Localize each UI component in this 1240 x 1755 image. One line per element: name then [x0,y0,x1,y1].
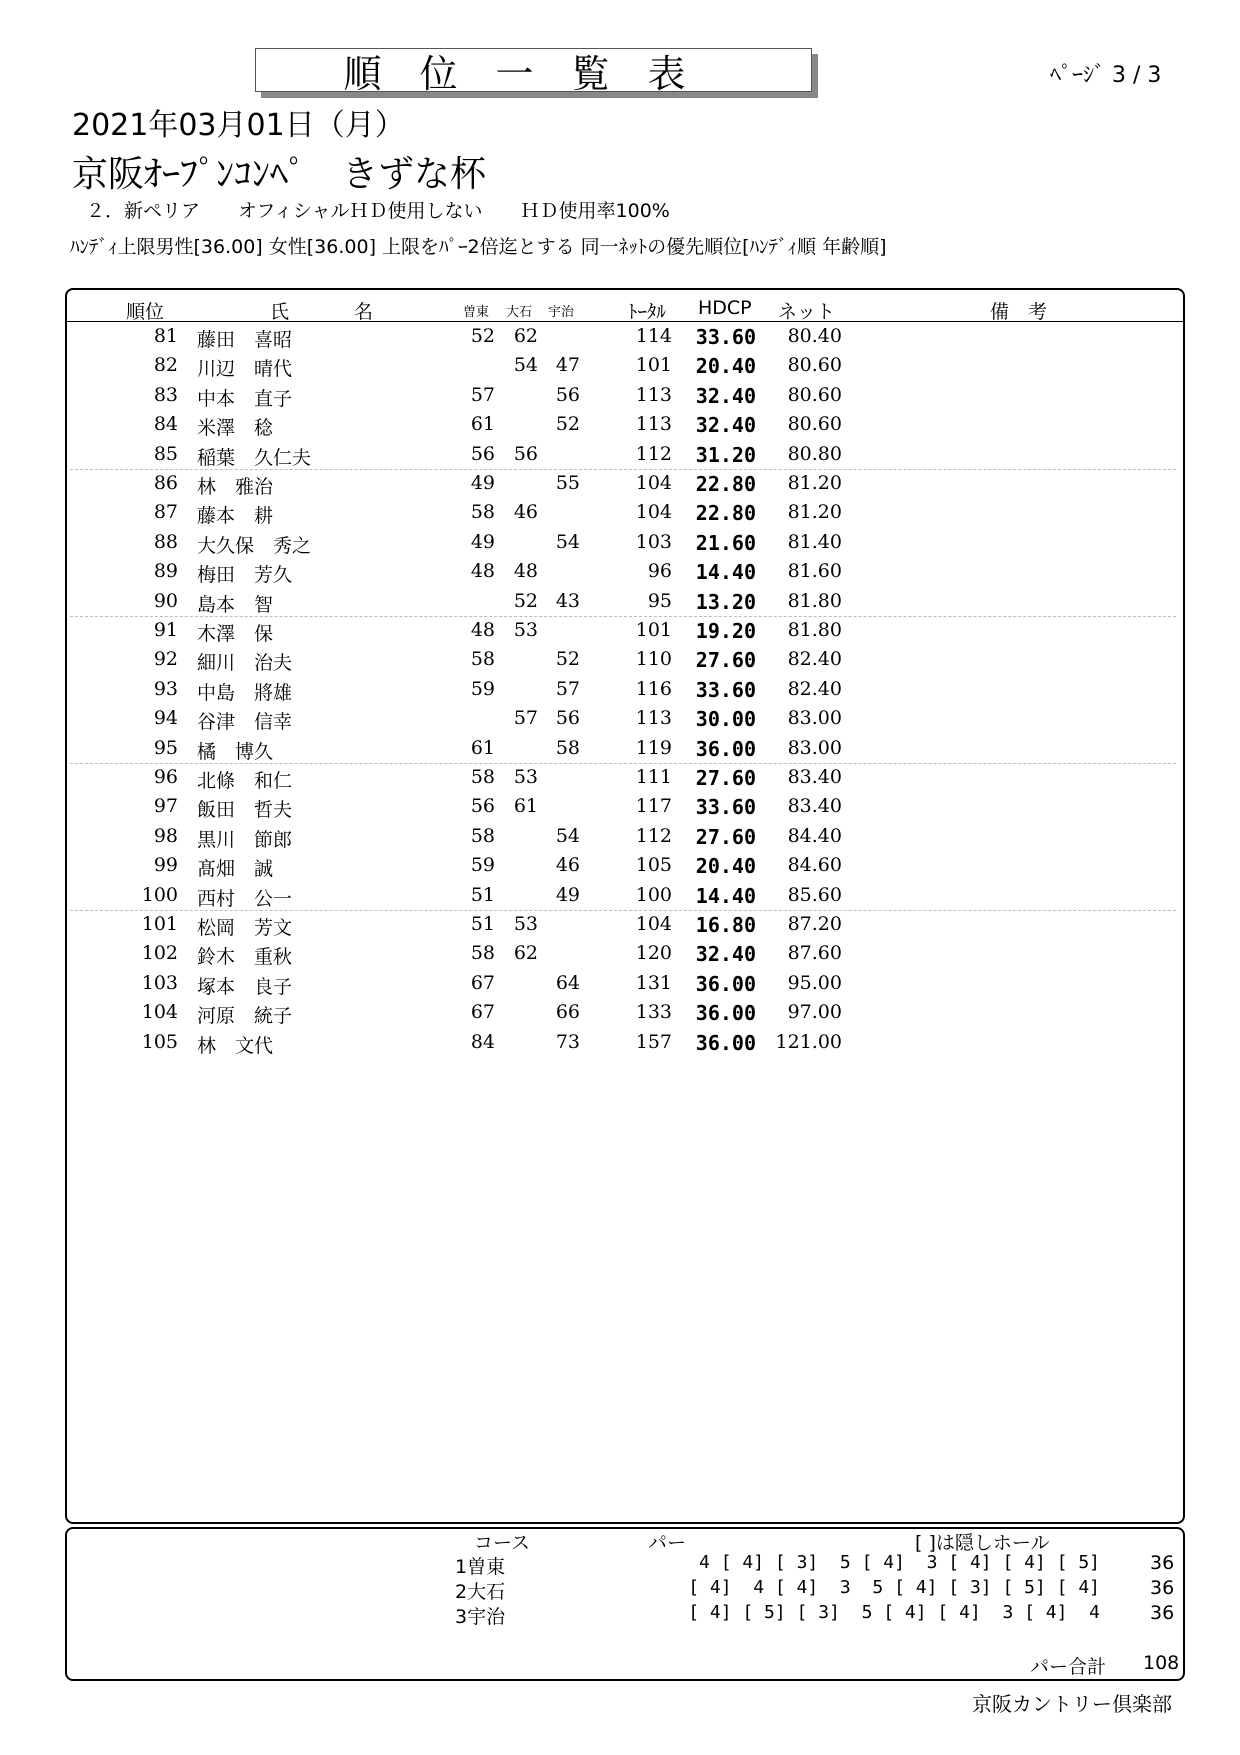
table-row [0,735,1240,764]
course-3-score: 54 [555,530,580,553]
course-par-holes: [ 4] 4 [ 4] 3 5 [ 4] [ 3] [ 5] [ 4] [688,1577,1100,1598]
rank-cell: 86 [153,472,178,494]
table-row [0,352,1240,381]
table-row [0,617,1240,646]
name-cell: 木澤 保 [197,623,274,645]
total-cell: 96 [647,560,672,583]
rank-cell: 94 [153,707,178,730]
course-par-sum: 36 [1150,1602,1175,1624]
course-2-score: 54 [513,354,538,377]
name-cell: 黒川 節郎 [197,828,293,851]
course-3-score: 55 [555,472,580,494]
course-3-score: 64 [555,971,580,994]
rank-cell: 95 [153,736,178,759]
net-cell: 81.80 [787,619,842,641]
total-cell: 112 [635,824,672,847]
name-cell: 河原 統子 [197,1005,293,1028]
name-cell: 島本 智 [197,593,274,616]
header-hdcp: HDCP [698,297,752,319]
table-row [0,882,1240,911]
hdcp-cell: 20.40 [695,354,756,379]
hdcp-cell: 22.80 [695,501,756,526]
course-2-score: 53 [513,619,538,641]
net-cell: 83.40 [787,766,842,788]
course-1-score: 48 [470,619,495,641]
net-cell: 80.80 [787,442,842,465]
total-cell: 113 [635,707,672,730]
course-1-score: 58 [470,501,495,524]
name-cell: 川辺 晴代 [197,358,293,381]
table-row [0,441,1240,470]
rank-cell: 102 [141,942,178,965]
course-1-score: 59 [470,854,495,877]
hdcp-cell: 14.40 [695,883,756,908]
total-cell: 95 [647,589,672,612]
net-cell: 83.00 [787,736,842,759]
rank-cell: 92 [153,648,178,671]
total-cell: 103 [635,530,672,553]
course-3-score: 57 [555,677,580,700]
rank-cell: 87 [153,501,178,524]
rank-cell: 103 [141,971,178,994]
course-name: 2大石 [455,1581,506,1603]
course-par-holes: 4 [ 4] [ 3] 5 [ 4] 3 [ 4] [ 4] [ 5] [699,1552,1100,1573]
course-1-score: 52 [470,325,495,347]
course-1-score: 49 [470,530,495,553]
rank-cell: 91 [153,619,178,641]
rank-cell: 98 [153,824,178,847]
header-net: ネット [778,301,836,323]
net-cell: 97.00 [787,1001,842,1024]
total-cell: 101 [635,619,672,641]
header-course-3: 宇治 [548,305,575,320]
name-cell: 稲葉 久仁夫 [197,446,312,469]
course-3-score: 52 [555,648,580,671]
name-cell: 梅田 芳久 [197,564,293,587]
page-number: ﾍﾟｰｼﾞ 3 / 3 [1050,63,1162,88]
total-cell: 119 [635,736,672,759]
course-2-score: 46 [513,501,538,524]
net-cell: 80.60 [787,383,842,406]
table-row [0,999,1240,1028]
total-cell: 157 [635,1030,672,1053]
name-cell: 米澤 稔 [197,417,274,440]
total-cell: 104 [635,472,672,494]
table-row [0,764,1240,793]
course-3-score: 43 [555,589,580,612]
course-1-score: 49 [470,472,495,494]
hdcp-cell: 36.00 [695,1030,756,1055]
rank-cell: 89 [153,560,178,583]
course-name: 1曽東 [455,1556,506,1578]
total-cell: 111 [635,766,672,788]
total-cell: 113 [635,383,672,406]
hdcp-cell: 30.00 [695,707,756,732]
course-2-score: 53 [513,766,538,788]
table-row [0,970,1240,999]
table-row [0,470,1240,499]
rule-line-2: ﾊﾝﾃﾞｨ上限男性[36.00] 女性[36.00] 上限をﾊﾟｰ2倍迄とする 同一ﾈｯﾄの優先順位[ﾊﾝﾃﾞｨ順 年齢順] [70,236,887,258]
net-cell: 80.40 [787,325,842,347]
name-cell: 西村 公一 [197,887,293,910]
net-cell: 87.60 [787,942,842,965]
hdcp-cell: 27.60 [695,648,756,673]
course-2-score: 48 [513,560,538,583]
course-2-score: 56 [513,442,538,465]
course-2-score: 62 [513,325,538,347]
header-course-2: 大石 [506,305,533,320]
net-cell: 82.40 [787,677,842,700]
rank-cell: 84 [153,413,178,436]
name-cell: 林 雅治 [197,476,274,498]
course-1-score: 57 [470,383,495,406]
hdcp-cell: 32.40 [695,383,756,408]
net-cell: 81.20 [787,501,842,524]
table-row [0,558,1240,587]
total-cell: 120 [635,942,672,965]
course-1-score: 48 [470,560,495,583]
course-1-score: 58 [470,942,495,965]
total-cell: 104 [635,913,672,935]
name-cell: 藤本 耕 [197,505,274,528]
hdcp-cell: 32.40 [695,942,756,967]
net-cell: 84.40 [787,824,842,847]
name-cell: 北條 和仁 [197,770,293,792]
name-cell: 藤田 喜昭 [197,329,293,351]
hdcp-cell: 19.20 [695,619,756,643]
rank-cell: 99 [153,854,178,877]
hdcp-cell: 36.00 [695,971,756,996]
hdcp-cell: 13.20 [695,589,756,614]
hdcp-cell: 33.60 [695,795,756,820]
hdcp-cell: 22.80 [695,472,756,496]
hdcp-cell: 27.60 [695,766,756,790]
net-cell: 83.40 [787,795,842,818]
total-cell: 101 [635,354,672,377]
header-course-1: 曽東 [463,305,490,320]
course-1-score: 67 [470,1001,495,1024]
table-row [0,323,1240,352]
course-3-score: 58 [555,736,580,759]
header-total: ﾄｰﾀﾙ [628,301,667,323]
course-1-score: 58 [470,766,495,788]
hdcp-cell: 20.40 [695,854,756,879]
rule-line-1: ２．新ペリア オフィシャルＨＤ使用しない ＨＤ使用率100% [86,200,670,222]
net-cell: 80.60 [787,354,842,377]
hdcp-cell: 32.40 [695,413,756,438]
net-cell: 95.00 [787,971,842,994]
course-1-score: 51 [470,883,495,906]
header-name-1: 氏 [270,301,290,323]
course-1-score: 58 [470,824,495,847]
course-1-score: 84 [470,1030,495,1053]
table-row [0,382,1240,411]
course-par-sum: 36 [1150,1552,1175,1574]
table-row [0,852,1240,881]
rank-cell: 82 [153,354,178,377]
total-cell: 112 [635,442,672,465]
net-cell: 81.20 [787,472,842,494]
name-cell: 谷津 信幸 [197,711,293,734]
name-cell: 大久保 秀之 [197,534,312,557]
name-cell: 松岡 芳文 [197,917,293,939]
course-label: コース [474,1532,531,1554]
table-row [0,793,1240,822]
header-remarks: 備 考 [990,301,1048,323]
rank-cell: 83 [153,383,178,406]
table-row [0,411,1240,440]
net-cell: 85.60 [787,883,842,906]
hdcp-cell: 36.00 [695,736,756,761]
total-cell: 100 [635,883,672,906]
rank-cell: 104 [141,1001,178,1024]
rank-cell: 96 [153,766,178,788]
name-cell: 塚本 良子 [197,975,293,998]
par-total-value: 108 [1143,1652,1180,1674]
net-cell: 81.40 [787,530,842,553]
name-cell: 髙畑 誠 [197,858,274,881]
event-name: 京阪ｵｰﾌﾟﾝｺﾝﾍﾟ きずな杯 [72,154,487,195]
course-1-score: 58 [470,648,495,671]
course-3-score: 47 [555,354,580,377]
hdcp-cell: 16.80 [695,913,756,937]
net-cell: 87.20 [787,913,842,935]
course-3-score: 56 [555,707,580,730]
course-1-score: 59 [470,677,495,700]
hdcp-cell: 27.60 [695,824,756,849]
hdcp-cell: 33.60 [695,325,756,349]
rank-cell: 100 [141,883,178,906]
table-row [0,911,1240,940]
net-cell: 84.60 [787,854,842,877]
header-rank: 順位 [126,301,165,323]
par-total-label: パー合計 [1030,1656,1107,1678]
title-text: 順位一覧表 [343,51,724,96]
hidden-hole-note: [ ]は隠しホール [915,1532,1050,1554]
table-row [0,588,1240,617]
hdcp-cell: 31.20 [695,442,756,467]
net-cell: 82.40 [787,648,842,671]
name-cell: 飯田 哲夫 [197,799,293,822]
table-row [0,529,1240,558]
net-cell: 80.60 [787,413,842,436]
course-2-score: 57 [513,707,538,730]
rank-cell: 101 [141,913,178,935]
table-row [0,676,1240,705]
total-cell: 117 [635,795,672,818]
table-row [0,940,1240,969]
course-3-score: 54 [555,824,580,847]
name-cell: 林 文代 [197,1034,274,1057]
name-cell: 中島 將雄 [197,681,293,704]
course-3-score: 52 [555,413,580,436]
net-cell: 81.80 [787,589,842,612]
rank-cell: 97 [153,795,178,818]
course-1-score: 51 [470,913,495,935]
course-3-score: 46 [555,854,580,877]
par-label: パー [648,1532,687,1554]
table-row [0,646,1240,675]
course-2-score: 52 [513,589,538,612]
course-par-holes: [ 4] [ 5] [ 3] 5 [ 4] [ 4] 3 [ 4] 4 [688,1602,1100,1623]
course-par-sum: 36 [1150,1577,1175,1599]
course-3-score: 73 [555,1030,580,1053]
table-row [0,499,1240,528]
course-1-score: 61 [470,736,495,759]
course-1-score: 56 [470,795,495,818]
rank-cell: 93 [153,677,178,700]
course-2-score: 62 [513,942,538,965]
total-cell: 116 [635,677,672,700]
total-cell: 104 [635,501,672,524]
total-cell: 110 [635,648,672,671]
course-1-score: 61 [470,413,495,436]
name-cell: 鈴木 重秋 [197,946,293,969]
rank-cell: 90 [153,589,178,612]
total-cell: 131 [635,971,672,994]
net-cell: 81.60 [787,560,842,583]
rank-cell: 81 [153,325,178,347]
net-cell: 83.00 [787,707,842,730]
total-cell: 105 [635,854,672,877]
course-1-score: 56 [470,442,495,465]
page-title [255,48,812,96]
rank-cell: 105 [141,1030,178,1053]
rank-cell: 88 [153,530,178,553]
table-row [0,705,1240,734]
total-cell: 113 [635,413,672,436]
header-name-2: 名 [354,301,374,323]
course-3-score: 66 [555,1001,580,1024]
name-cell: 橘 博久 [197,740,274,763]
course-2-score: 61 [513,795,538,818]
event-date: 2021年03月01日（月） [72,108,405,143]
hdcp-cell: 21.60 [695,530,756,555]
course-1-score: 67 [470,971,495,994]
total-cell: 133 [635,1001,672,1024]
name-cell: 中本 直子 [197,387,293,410]
course-3-score: 56 [555,383,580,406]
rank-cell: 85 [153,442,178,465]
hdcp-cell: 33.60 [695,677,756,702]
club-name: 京阪カントリー倶楽部 [972,1692,1172,1716]
hdcp-cell: 36.00 [695,1001,756,1026]
total-cell: 114 [635,325,672,347]
table-row [0,823,1240,852]
name-cell: 細川 治夫 [197,652,293,675]
hdcp-cell: 14.40 [695,560,756,585]
net-cell: 121.00 [775,1030,842,1053]
table-row [0,1029,1240,1058]
course-2-score: 53 [513,913,538,935]
course-3-score: 49 [555,883,580,906]
course-name: 3宇治 [455,1606,506,1628]
